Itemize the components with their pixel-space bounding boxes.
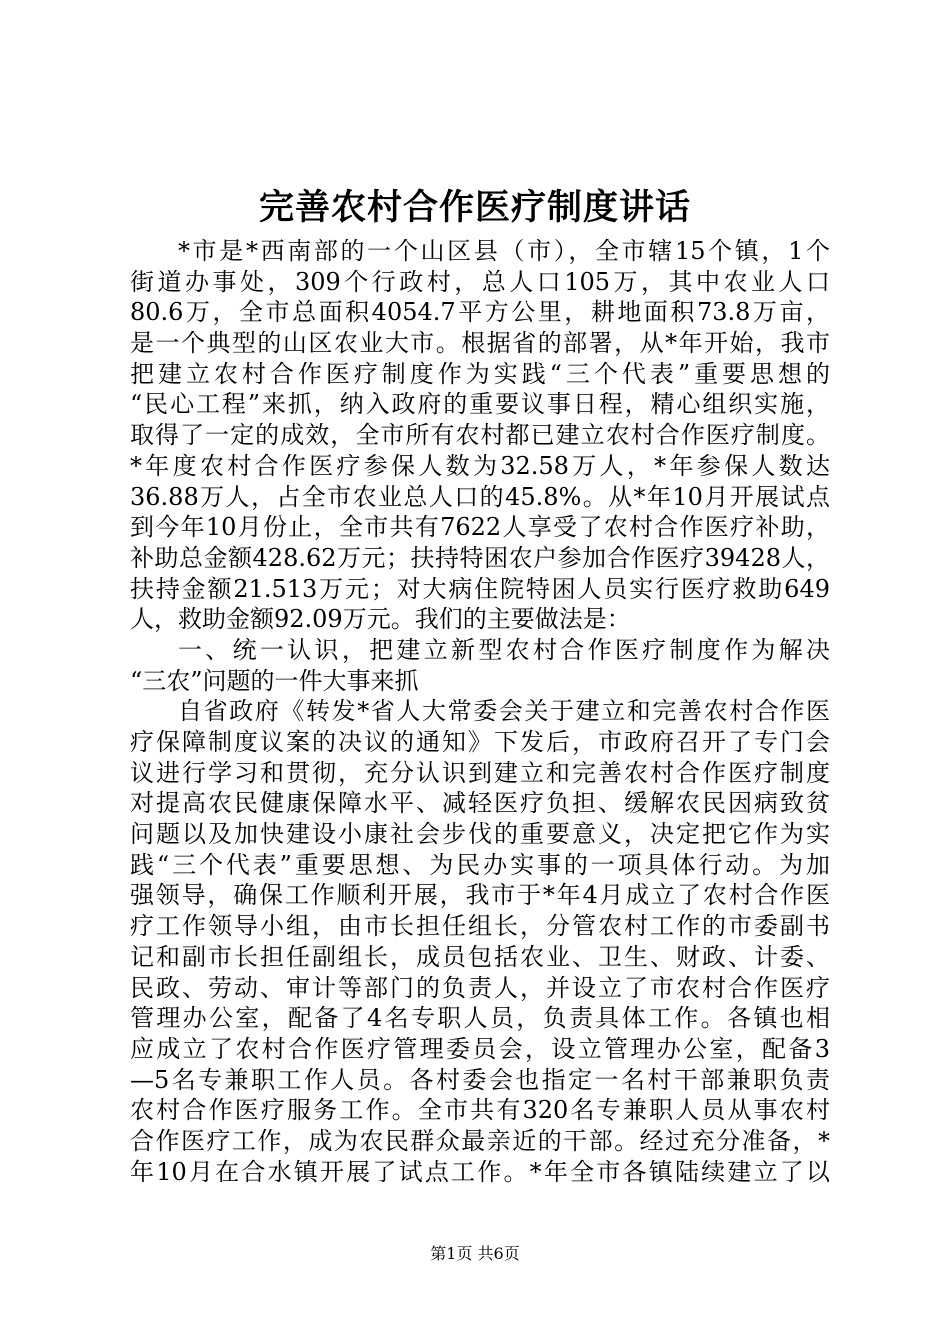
body-line: —5名专兼职工作人员。各村委会也指定一名村干部兼职负责 — [130, 1065, 830, 1094]
body-line: 强领导，确保工作顺利开展，我市于*年4月成立了农村合作医 — [130, 881, 830, 910]
body-line: 应成立了农村合作医疗管理委员会，设立管理办公室，配备3 — [130, 1034, 830, 1063]
section-heading-line: “三农”问题的一件大事来抓 — [130, 666, 419, 695]
body-line: 合作医疗工作，成为农民群众最亲近的干部。经过充分准备，* — [130, 1126, 830, 1155]
body-line: 是一个典型的山区农业大市。根据省的部署，从*年开始，我市 — [130, 329, 830, 358]
body-line: 36.88万人，占全市农业总人口的45.8%。从*年10月开展试点 — [130, 482, 830, 511]
document-body — [130, 236, 830, 1187]
body-line: 街道办事处，309个行政村，总人口105万，其中农业人口 — [130, 267, 830, 296]
body-line: 管理办公室，配备了4名专职人员，负责具体工作。各镇也相 — [130, 1004, 830, 1033]
body-line: 80.6万，全市总面积4054.7平方公里，耕地面积73.8万亩， — [130, 298, 830, 327]
body-line: 自省政府《转发*省人大常委会关于建立和完善农村合作医 — [178, 697, 830, 726]
body-line: 问题以及加快建设小康社会步伐的重要意义，决定把它作为实 — [130, 820, 830, 849]
body-line: 取得了一定的成效，全市所有农村都已建立农村合作医疗制度。 — [130, 421, 830, 450]
body-line: 人，救助金额92.09万元。我们的主要做法是： — [130, 605, 631, 634]
page-number-footer: 第1页 共6页 — [430, 1244, 520, 1263]
body-line: *年度农村合作医疗参保人数为32.58万人，*年参保人数达 — [130, 451, 830, 480]
body-line: *市是*西南部的一个山区县（市），全市辖15个镇，1个 — [178, 237, 830, 265]
body-line: 补助总金额428.62万元；扶持特困农户参加合作医疗39428人， — [130, 543, 830, 572]
section-heading-line: 一、统一认识，把建立新型农村合作医疗制度作为解决 — [178, 635, 830, 664]
body-line: 议进行学习和贯彻，充分认识到建立和完善农村合作医疗制度 — [130, 758, 830, 787]
body-line: 农村合作医疗服务工作。全市共有320名专兼职人员从事农村 — [130, 1096, 830, 1125]
document-title: 完善农村合作医疗制度讲话 — [258, 187, 691, 228]
body-line: 把建立农村合作医疗制度作为实践“三个代表”重要思想的 — [130, 359, 830, 388]
body-line: 践“三个代表”重要思想、为民办实事的一项具体行动。为加 — [130, 850, 830, 879]
body-line: 疗保障制度议案的决议的通知》下发后，市政府召开了专门会 — [130, 728, 830, 756]
body-line: 对提高农民健康保障水平、减轻医疗负担、缓解农民因病致贫 — [130, 789, 830, 818]
body-line: 到今年10月份止，全市共有7622人享受了农村合作医疗补助， — [130, 513, 830, 542]
body-line: 疗工作领导小组，由市长担任组长，分管农村工作的市委副书 — [130, 912, 830, 941]
body-line: 扶持金额21.513万元；对大病住院特困人员实行医疗救助649 — [130, 574, 830, 603]
body-line: “民心工程”来抓，纳入政府的重要议事日程，精心组织实施， — [130, 390, 830, 419]
body-line: 年10月在合水镇开展了试点工作。*年全市各镇陆续建立了以 — [130, 1157, 830, 1186]
body-line: 民政、劳动、审计等部门的负责人，并设立了市农村合作医疗 — [130, 973, 830, 1002]
body-line: 记和副市长担任副组长，成员包括农业、卫生、财政、计委、 — [130, 942, 830, 971]
